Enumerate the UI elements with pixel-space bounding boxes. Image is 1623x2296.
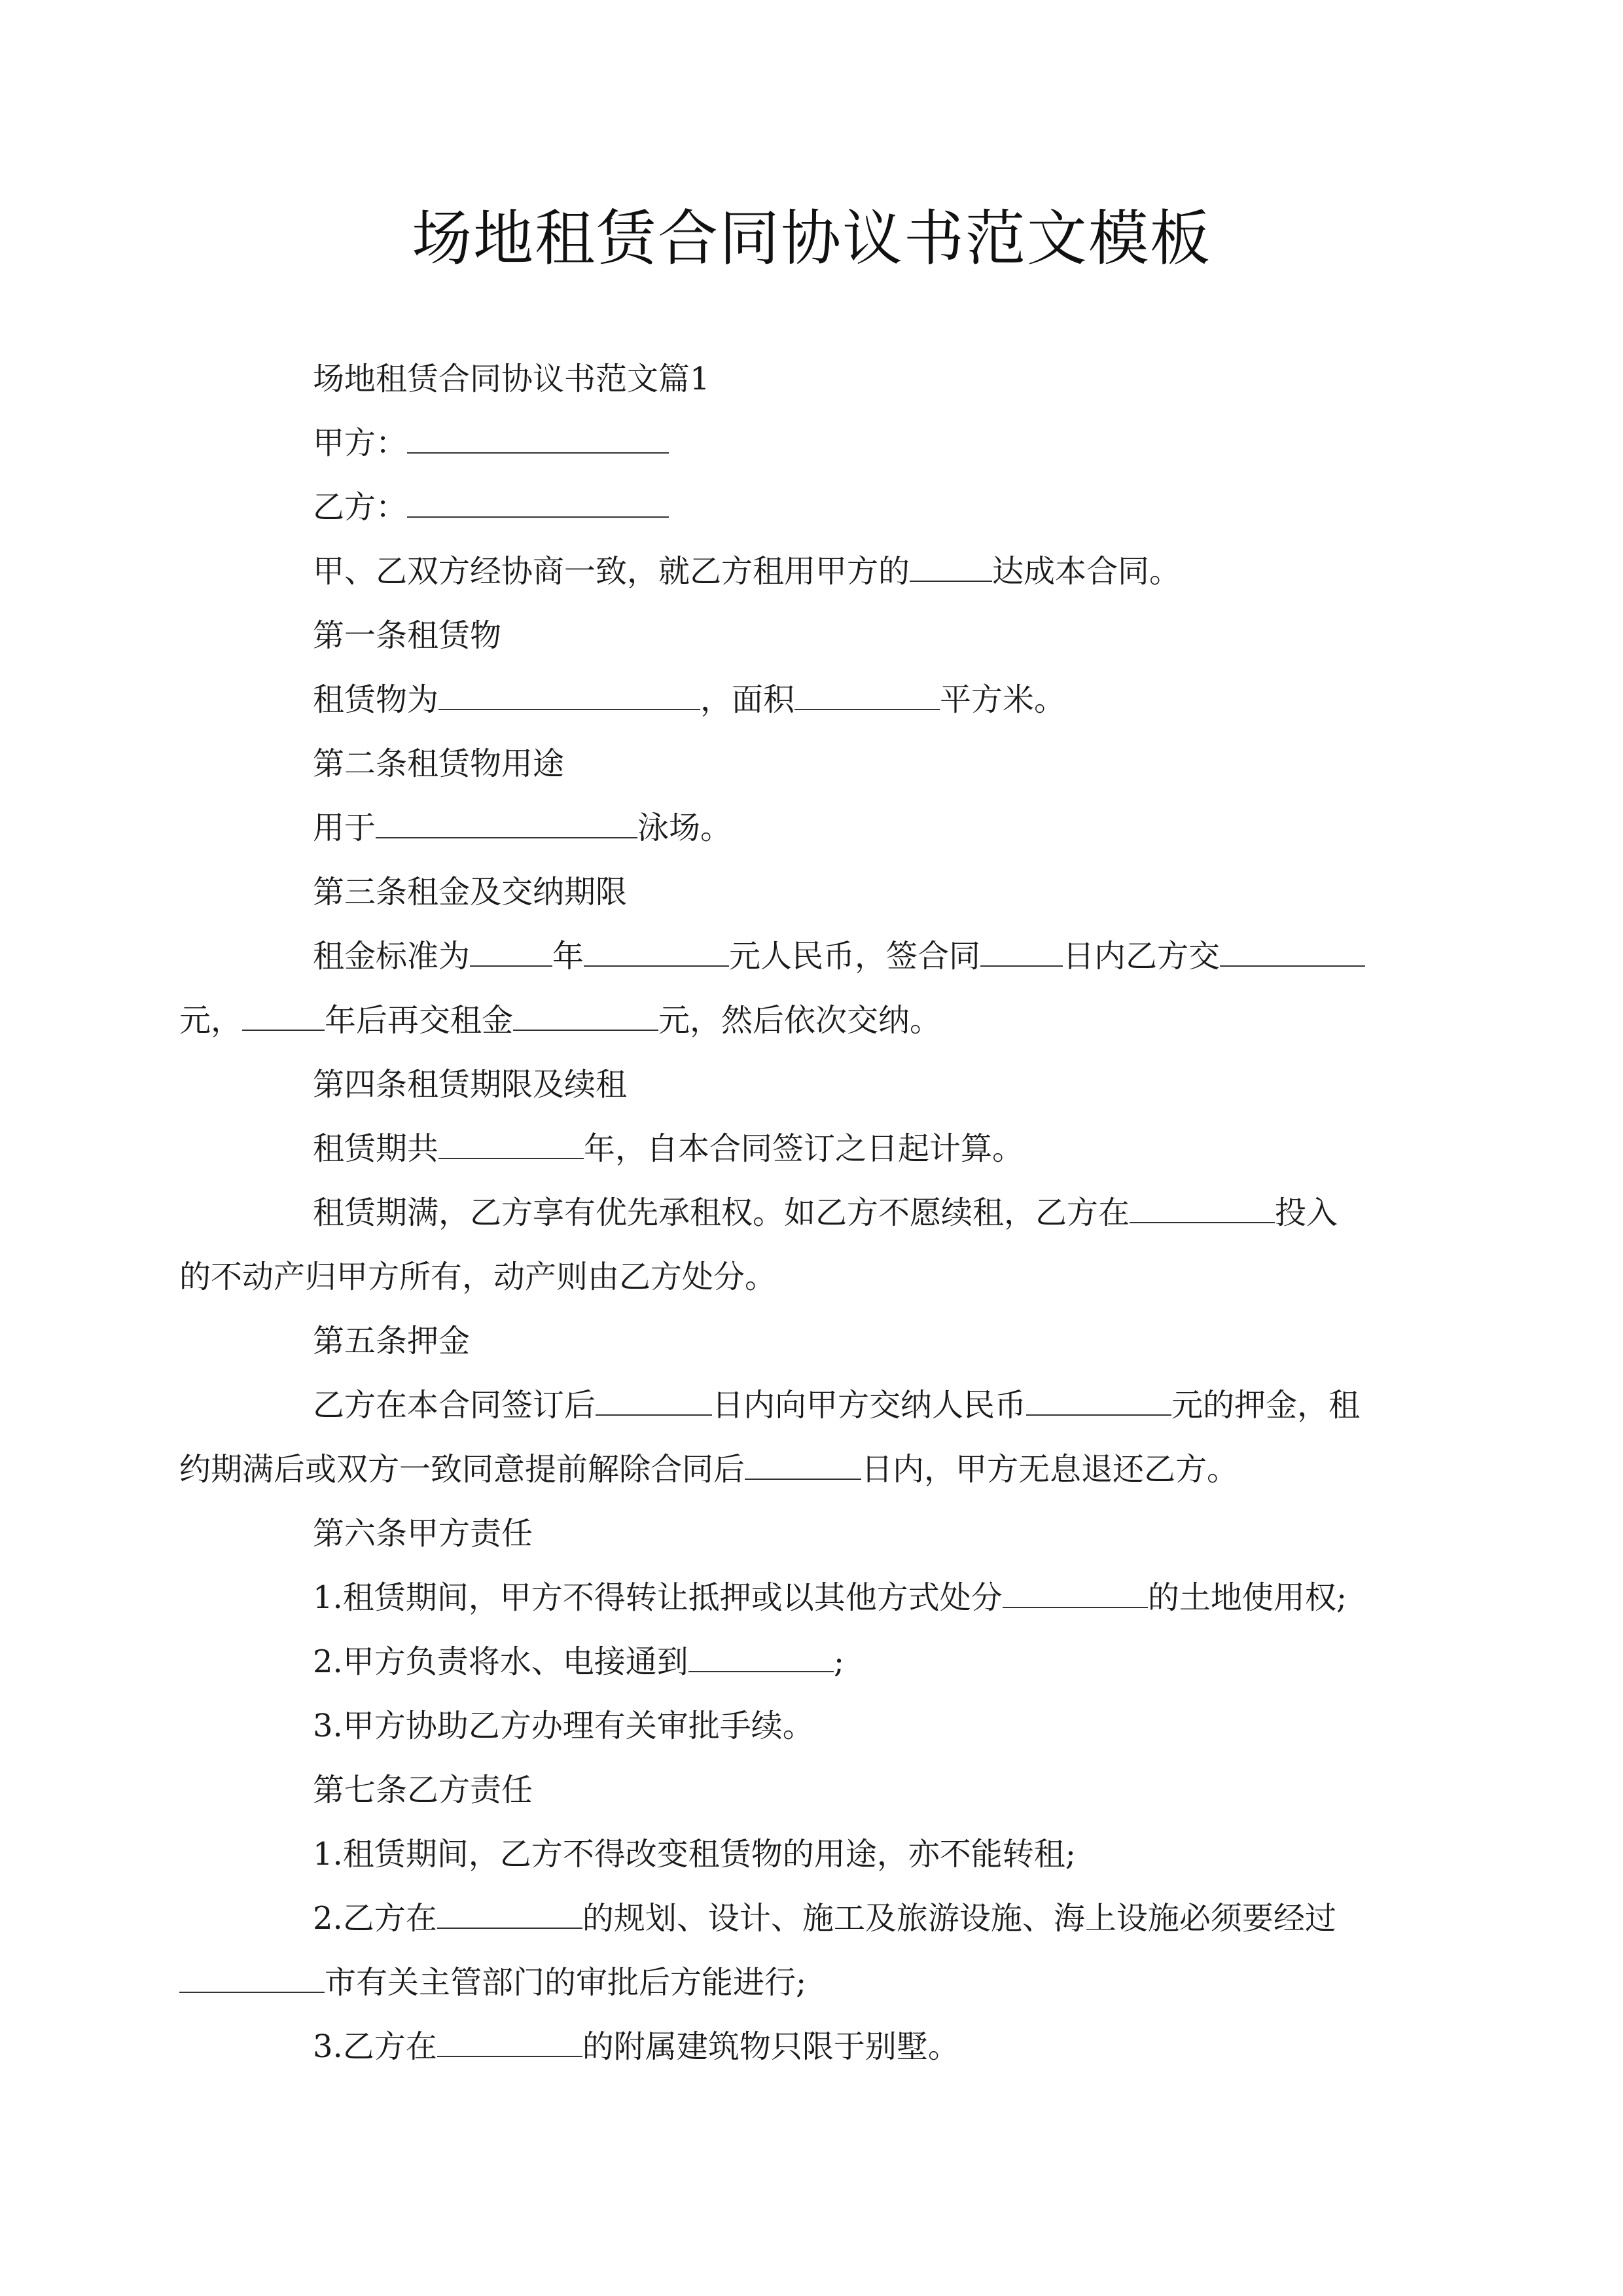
article-7-item-2-line-1: 2.乙方在 的规划、设计、施工及旅游设施、海上设施必须要经过 [313,1900,1336,1937]
article-4-title: 第四条租赁期限及续租 [313,1066,628,1103]
article-3-title: 第三条租金及交纳期限 [313,874,628,910]
article-4-line-1: 租赁期共 年，自本合同签订之日起计算。 [313,1130,1024,1167]
article-6-item-2: 2.甲方负责将水、电接通到 ; [313,1643,844,1680]
utilities-blank [688,1645,834,1672]
article-6-title: 第六条甲方责任 [313,1515,533,1552]
article-3-line-2: 元， 年后再交租金 元，然后依次交纳。 [179,1002,942,1039]
article-4-line-2: 租赁期满，乙方享有优先承租权。如乙方不愿续租，乙方在 投入 [313,1194,1338,1231]
party-b-blank [407,490,669,518]
party-a-line: 甲方： [245,411,1397,475]
article-5-title: 第五条押金 [313,1323,471,1359]
document-title: 场地租赁合同协议书范文模板 [411,204,1211,274]
planning-area-blank [437,1901,582,1929]
land-use-blank [1003,1581,1148,1608]
article-7-item-1: 1.租赁期间，乙方不得改变租赁物的用途，亦不能转租; [313,1836,1076,1873]
intro-blank [910,554,992,582]
article-2-title: 第二条租赁物用途 [313,745,565,782]
party-b-line: 乙方： [245,475,1397,539]
sign-days-blank [980,939,1063,967]
article-6-item-3: 3.甲方协助乙方办理有关审批手续。 [313,1708,814,1744]
deposit-days-blank [596,1388,712,1416]
later-payment-blank [513,1003,658,1031]
intro-line: 甲、乙双方经协商一致，就乙方租用甲方的 达成本合同。 [313,553,1181,590]
article-1-title: 第一条租赁物 [313,617,502,654]
rent-amount-blank [584,939,729,967]
article-5-line-2: 约期满后或双方一致同意提前解除合同后 日内，甲方无息退还乙方。 [179,1451,1239,1488]
article-3-line-1: 租金标准为 年 元人民币，签合同 日内乙方交 [245,924,1397,988]
investment-blank [1130,1196,1275,1223]
document-body [179,347,1397,2079]
deposit-amount-blank [1026,1388,1171,1416]
party-a-blank [407,426,669,454]
area-blank [794,683,940,710]
subtitle: 场地租赁合同协议书范文篇1 [313,361,710,397]
refund-days-blank [745,1452,861,1480]
leased-item-blank [438,683,700,710]
usage-blank [376,811,637,838]
city-blank [179,1965,325,1993]
article-4-line-3: 的不动产归甲方所有，动产则由乙方处分。 [179,1259,777,1295]
rent-year-blank [470,939,552,967]
article-7-item-2-line-2: 市有关主管部门的审批后方能进行; [179,1950,1397,2015]
article-7-item-3: 3.乙方在 的附属建筑物只限于别墅。 [313,2028,959,2065]
later-years-blank [242,1003,325,1031]
article-6-item-1: 1.租赁期间，甲方不得转让抵押或以其他方式处分 的土地使用权; [313,1579,1347,1616]
article-7-title: 第七条乙方责任 [313,1772,533,1808]
article-1-line: 租赁物为 ，面积 平方米。 [313,681,1066,718]
first-payment-blank [1220,939,1365,967]
building-area-blank [437,2030,582,2057]
lease-term-blank [438,1132,584,1159]
article-2-line: 用于 泳场。 [313,810,732,846]
article-5-line-1: 乙方在本合同签订后 日内向甲方交纳人民币 元的押金，租 [313,1387,1361,1424]
